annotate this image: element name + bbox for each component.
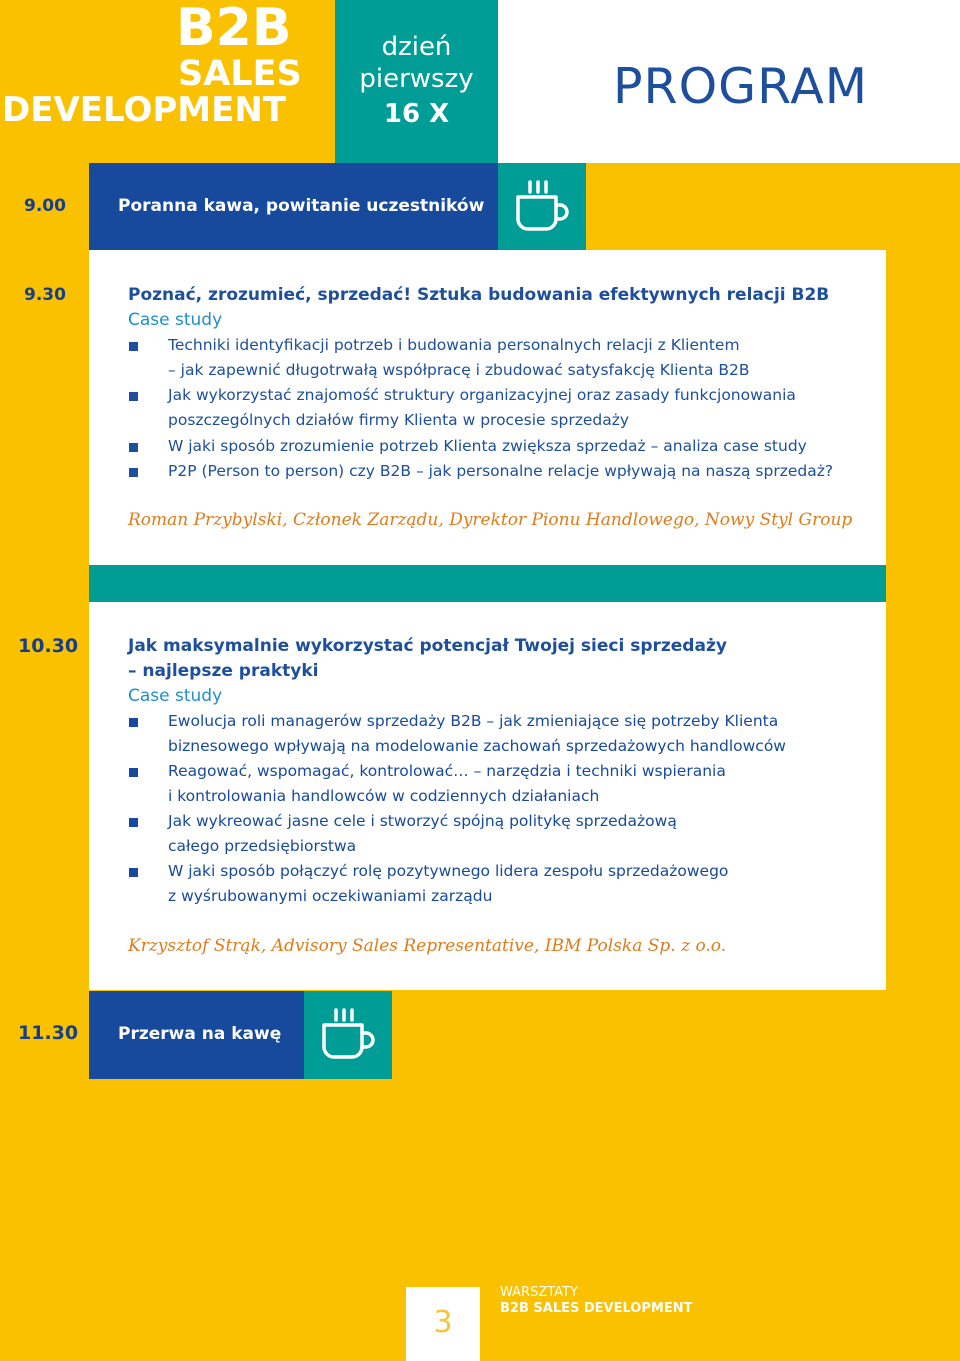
session-1-title: Poznać, zrozumieć, sprzedać! Sztuka budowania efektywnych relacji B2B: [128, 285, 830, 305]
logo-line-sales: SALES: [178, 54, 302, 94]
logo-line-development: DEVELOPMENT: [2, 90, 286, 130]
coffee-icon-box: [498, 163, 586, 250]
session-2-title-line-2: – najlepsze praktyki: [128, 661, 319, 681]
bullet: [129, 868, 138, 877]
session-2-title: Jak maksymalnie wykorzystać potencjał Twojej sieci sprzedaży: [128, 636, 727, 656]
session-1-item: Techniki identyfikacji potrzeb i budowania personalnych relacji z Klientem: [168, 336, 740, 354]
session-2-item: i kontrolowania handlowców w codziennych działaniach: [168, 787, 600, 805]
session-1-case-study: Case study: [128, 310, 223, 330]
session-2-item: Reagować, wspomagać, kontrolować… – narzędzia i techniki wspierania: [168, 762, 726, 780]
day-ordinal: pierwszy: [359, 64, 474, 94]
session-2-item: z wyśrubowanymi oczekiwaniami zarządu: [168, 887, 493, 905]
time-1130: 11.30: [18, 1022, 79, 1044]
bullet: [129, 443, 138, 452]
day-date: 16 X: [383, 99, 450, 129]
session-2-item: Ewolucja roli managerów sprzedaży B2B – jak zmieniające się potrzeby Klienta: [168, 712, 779, 730]
session-1-item: poszczególnych działów firmy Klienta w procesie sprzedaży: [168, 411, 630, 429]
session-1-item: Jak wykorzystać znajomość struktury organizacyjnej oraz zasady funkcjonowania: [168, 386, 796, 404]
page-number: 3: [433, 1305, 453, 1340]
logo-line-b2b: B2B: [176, 0, 292, 58]
bullet: [129, 768, 138, 777]
time-1030: 10.30: [18, 635, 79, 657]
session-2-item: W jaki sposób połączyć rolę pozytywnego lidera zespołu sprzedażowego: [168, 862, 729, 880]
session-1-item: P2P (Person to person) czy B2B – jak personalne relacje wpływają na naszą sprzedaż?: [168, 462, 834, 480]
bullet: [129, 392, 138, 401]
page-title: PROGRAM: [613, 58, 868, 115]
session-2-item: Jak wykreować jasne cele i stworzyć spójną politykę sprzedażową: [168, 812, 677, 830]
break-bar: [89, 991, 304, 1079]
footer-label-top: WARSZTATY: [500, 1285, 578, 1300]
session-1-speaker: Roman Przybylski, Członek Zarządu, Dyrektor Pionu Handlowego, Nowy Styl Group: [128, 510, 853, 530]
session-1-teal-strip: [89, 565, 886, 602]
break-icon-box: [304, 991, 392, 1079]
bullet: [129, 718, 138, 727]
bullet: [129, 468, 138, 477]
coffee-cup-icon: [498, 163, 586, 250]
page-number-box: [406, 1287, 480, 1361]
time-900: 9.00: [24, 196, 66, 216]
session-1-item: W jaki sposób zrozumienie potrzeb Klienta zwiększa sprzedaż – analiza case study: [168, 437, 807, 455]
session-2-item: biznesowego wpływają na modelowanie zachowań sprzedażowych handlowców: [168, 737, 786, 755]
session-2-item: całego przedsiębiorstwa: [168, 837, 357, 855]
session-2-case-study: Case study: [128, 686, 223, 706]
time-930: 9.30: [24, 285, 66, 305]
day-word: dzień: [381, 32, 452, 62]
bullet: [129, 342, 138, 351]
break-title: Przerwa na kawę: [118, 1024, 282, 1044]
program-title-box: [498, 0, 960, 163]
coffee-title: Poranna kawa, powitanie uczestników: [118, 196, 485, 216]
bullet: [129, 818, 138, 827]
coffee-cup-icon: [304, 991, 392, 1079]
session-1-item: – jak zapewnić długotrwałą współpracę i zbudować satysfakcję Klienta B2B: [168, 361, 750, 379]
session-2-speaker: Krzysztof Strąk, Advisory Sales Representative, IBM Polska Sp. z o.o.: [128, 936, 727, 956]
day-badge: [335, 0, 498, 163]
footer-label-bottom: B2B SALES DEVELOPMENT: [500, 1301, 693, 1316]
coffee-bar: [89, 163, 498, 250]
